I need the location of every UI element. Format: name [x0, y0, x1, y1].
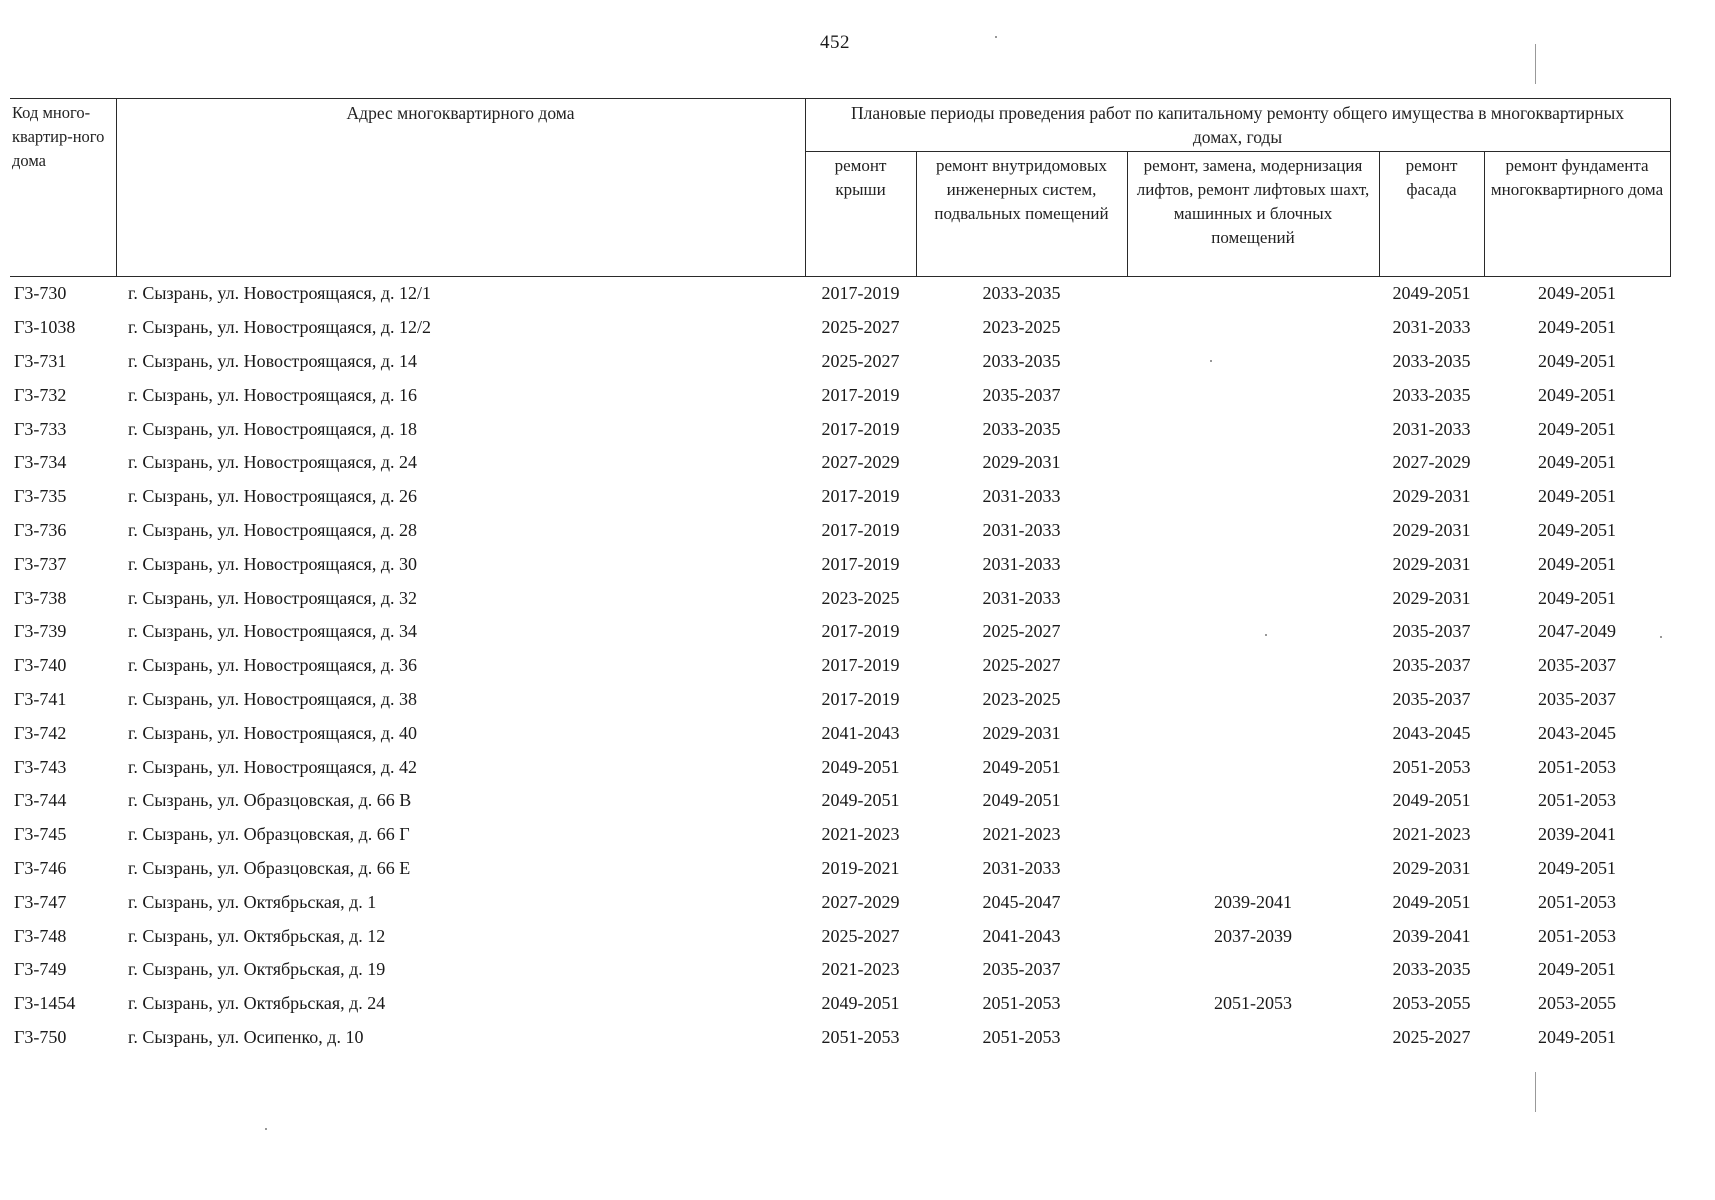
- cell-address: г. Сызрань, ул. Новостроящаяся, д. 34: [128, 621, 417, 642]
- cell-roof: 2027-2029: [821, 891, 900, 912]
- table-row: [10, 446, 1670, 480]
- cell-engineering: 2023-2025: [982, 317, 1061, 338]
- cell-lifts: [1127, 581, 1379, 615]
- cell-code: Г3-747: [14, 891, 67, 912]
- cell-code: Г3-735: [14, 486, 67, 507]
- cell-lifts: [1127, 277, 1379, 311]
- cell-code: Г3-748: [14, 925, 67, 946]
- table-row: [10, 581, 1670, 615]
- cell-roof: 2017-2019: [821, 655, 900, 676]
- cell-foundation: 2039-2041: [1538, 824, 1616, 845]
- table-row: [10, 716, 1670, 750]
- cell-foundation: 2051-2053: [1538, 756, 1616, 777]
- cell-code: Г3-1038: [14, 317, 76, 338]
- table-row: [10, 345, 1670, 379]
- cell-roof: 2041-2043: [821, 722, 900, 743]
- cell-code: Г3-742: [14, 722, 67, 743]
- cell-engineering: 2029-2031: [982, 722, 1061, 743]
- scan-speck: [995, 36, 997, 38]
- cell-roof: 2025-2027: [821, 317, 900, 338]
- cell-facade: 2033-2035: [1392, 350, 1471, 371]
- cell-facade: 2049-2051: [1392, 790, 1471, 811]
- cell-facade: 2049-2051: [1392, 891, 1471, 912]
- cell-roof: 2025-2027: [821, 925, 900, 946]
- table-row: [10, 615, 1670, 649]
- scan-speck: [1660, 636, 1662, 638]
- scan-speck: [1265, 634, 1267, 636]
- header-foundation: ремонт фундамента многоквартирного дома: [1484, 152, 1670, 277]
- cell-foundation: 2047-2049: [1538, 621, 1616, 642]
- cell-facade: 2043-2045: [1392, 722, 1471, 743]
- cell-engineering: 2031-2033: [982, 486, 1061, 507]
- cell-foundation: 2051-2053: [1538, 790, 1616, 811]
- cell-address: г. Сызрань, ул. Новостроящаяся, д. 18: [128, 418, 417, 439]
- header-engineering: ремонт внутридомовых инженерных систем, подвальных помещений: [916, 152, 1127, 277]
- cell-foundation: 2049-2051: [1538, 486, 1616, 507]
- cell-roof: 2017-2019: [821, 553, 900, 574]
- cell-code: Г3-746: [14, 857, 67, 878]
- cell-facade: 2035-2037: [1392, 688, 1471, 709]
- cell-facade: 2033-2035: [1392, 959, 1471, 980]
- cell-foundation: 2049-2051: [1538, 452, 1616, 473]
- cell-foundation: 2049-2051: [1538, 959, 1616, 980]
- cell-roof: 2049-2051: [821, 790, 900, 811]
- table-row: [10, 649, 1670, 683]
- cell-roof: 2023-2025: [821, 587, 900, 608]
- cell-foundation: 2049-2051: [1538, 587, 1616, 608]
- cell-engineering: 2033-2035: [982, 350, 1061, 371]
- cell-roof: 2051-2053: [821, 1026, 900, 1047]
- cell-engineering: 2033-2035: [982, 418, 1061, 439]
- cell-address: г. Сызрань, ул. Осипенко, д. 10: [128, 1026, 364, 1047]
- cell-foundation: 2049-2051: [1538, 553, 1616, 574]
- cell-lifts: [1127, 378, 1379, 412]
- cell-lifts: [1127, 547, 1379, 581]
- cell-address: г. Сызрань, ул. Октябрьская, д. 24: [128, 993, 386, 1014]
- header-code: Код много-квартир-ного дома: [10, 99, 116, 277]
- table-row: [10, 412, 1670, 446]
- cell-address: г. Сызрань, ул. Образцовская, д. 66 Г: [128, 824, 410, 845]
- cell-code: Г3-730: [14, 283, 67, 304]
- cell-facade: 2035-2037: [1392, 655, 1471, 676]
- cell-foundation: 2043-2045: [1538, 722, 1616, 743]
- cell-foundation: 2049-2051: [1538, 283, 1616, 304]
- cell-roof: 2049-2051: [821, 756, 900, 777]
- cell-lifts: [1127, 615, 1379, 649]
- table-row: [10, 683, 1670, 717]
- page-number: 452: [820, 32, 850, 53]
- cell-facade: 2053-2055: [1392, 993, 1471, 1014]
- scan-speck: [1210, 360, 1212, 362]
- header-roof: ремонт крыши: [805, 152, 916, 277]
- cell-facade: 2029-2031: [1392, 519, 1471, 540]
- table-row: [10, 852, 1670, 886]
- cell-roof: 2019-2021: [821, 857, 900, 878]
- repair-schedule-table: [10, 98, 1671, 1054]
- cell-address: г. Сызрань, ул. Новостроящаяся, д. 32: [128, 587, 417, 608]
- cell-code: Г3-732: [14, 384, 67, 405]
- table-row: [10, 750, 1670, 784]
- cell-engineering: 2045-2047: [982, 891, 1061, 912]
- cell-code: Г3-737: [14, 553, 67, 574]
- table-row: [10, 277, 1670, 311]
- cell-foundation: 2049-2051: [1538, 350, 1616, 371]
- cell-lifts: [1127, 1021, 1379, 1055]
- table-row: [10, 480, 1670, 514]
- cell-address: г. Сызрань, ул. Новостроящаяся, д. 38: [128, 688, 417, 709]
- cell-address: г. Сызрань, ул. Новостроящаяся, д. 42: [128, 756, 417, 777]
- header-lifts: ремонт, замена, модернизация лифтов, ремонт лифтовых шахт, машинных и блочных помещений: [1127, 152, 1379, 277]
- cell-facade: 2029-2031: [1392, 553, 1471, 574]
- cell-code: Г3-738: [14, 587, 67, 608]
- table-row: [10, 987, 1670, 1021]
- table-row: [10, 514, 1670, 548]
- cell-lifts: [1127, 412, 1379, 446]
- cell-code: Г3-736: [14, 519, 67, 540]
- cell-facade: 2051-2053: [1392, 756, 1471, 777]
- cell-engineering: 2031-2033: [982, 587, 1061, 608]
- cell-address: г. Сызрань, ул. Октябрьская, д. 1: [128, 891, 377, 912]
- cell-lifts: 2051-2053: [1214, 993, 1292, 1014]
- cell-engineering: 2031-2033: [982, 553, 1061, 574]
- cell-lifts: 2037-2039: [1214, 925, 1292, 946]
- cell-code: Г3-750: [14, 1026, 67, 1047]
- cell-facade: 2033-2035: [1392, 384, 1471, 405]
- cell-address: г. Сызрань, ул. Октябрьская, д. 19: [128, 959, 386, 980]
- cell-foundation: 2049-2051: [1538, 1026, 1616, 1047]
- cell-roof: 2017-2019: [821, 486, 900, 507]
- cell-facade: 2031-2033: [1392, 317, 1471, 338]
- cell-address: г. Сызрань, ул. Новостроящаяся, д. 24: [128, 452, 417, 473]
- cell-address: г. Сызрань, ул. Новостроящаяся, д. 30: [128, 553, 417, 574]
- cell-roof: 2027-2029: [821, 452, 900, 473]
- cell-address: г. Сызрань, ул. Новостроящаяся, д. 12/2: [128, 317, 431, 338]
- cell-code: Г3-745: [14, 824, 67, 845]
- table-row: [10, 919, 1670, 953]
- cell-roof: 2021-2023: [821, 824, 900, 845]
- cell-engineering: 2021-2023: [982, 824, 1061, 845]
- cell-lifts: 2039-2041: [1214, 891, 1292, 912]
- cell-foundation: 2053-2055: [1538, 993, 1616, 1014]
- cell-code: Г3-1454: [14, 993, 76, 1014]
- cell-foundation: 2049-2051: [1538, 519, 1616, 540]
- cell-engineering: 2033-2035: [982, 283, 1061, 304]
- cell-facade: 2049-2051: [1392, 283, 1471, 304]
- cell-address: г. Сызрань, ул. Новостроящаяся, д. 12/1: [128, 283, 431, 304]
- cell-engineering: 2035-2037: [982, 384, 1061, 405]
- cell-foundation: 2035-2037: [1538, 688, 1616, 709]
- cell-address: г. Сызрань, ул. Октябрьская, д. 12: [128, 925, 386, 946]
- cell-engineering: 2031-2033: [982, 519, 1061, 540]
- table-row: [10, 885, 1670, 919]
- cell-lifts: [1127, 683, 1379, 717]
- cell-roof: 2017-2019: [821, 283, 900, 304]
- cell-address: г. Сызрань, ул. Новостроящаяся, д. 40: [128, 722, 417, 743]
- cell-address: г. Сызрань, ул. Новостроящаяся, д. 14: [128, 350, 417, 371]
- cell-facade: 2025-2027: [1392, 1026, 1471, 1047]
- table-row: [10, 953, 1670, 987]
- repair-schedule-table-container: [10, 98, 1670, 1054]
- table-row: [10, 378, 1670, 412]
- cell-code: Г3-744: [14, 790, 67, 811]
- cell-foundation: 2049-2051: [1538, 317, 1616, 338]
- cell-lifts: [1127, 514, 1379, 548]
- table-row: [10, 1021, 1670, 1055]
- cell-facade: 2027-2029: [1392, 452, 1471, 473]
- scan-edge-mark: [1535, 44, 1536, 84]
- cell-facade: 2021-2023: [1392, 824, 1471, 845]
- scan-edge-mark: [1535, 1072, 1536, 1112]
- header-facade: ремонт фасада: [1379, 152, 1484, 277]
- cell-lifts: [1127, 311, 1379, 345]
- header-planned-periods: Плановые периоды проведения работ по капитальному ремонту общего имущества в многоквартирных домах, годы: [805, 99, 1670, 152]
- cell-engineering: 2025-2027: [982, 621, 1061, 642]
- cell-code: Г3-749: [14, 959, 67, 980]
- cell-address: г. Сызрань, ул. Новостроящаяся, д. 26: [128, 486, 417, 507]
- cell-facade: 2029-2031: [1392, 486, 1471, 507]
- cell-code: Г3-741: [14, 688, 67, 709]
- cell-roof: 2017-2019: [821, 418, 900, 439]
- cell-facade: 2035-2037: [1392, 621, 1471, 642]
- cell-engineering: 2051-2053: [982, 993, 1061, 1014]
- cell-engineering: 2025-2027: [982, 655, 1061, 676]
- cell-lifts: [1127, 345, 1379, 379]
- cell-foundation: 2049-2051: [1538, 418, 1616, 439]
- table-row: [10, 311, 1670, 345]
- cell-engineering: 2035-2037: [982, 959, 1061, 980]
- cell-code: Г3-734: [14, 452, 67, 473]
- cell-address: г. Сызрань, ул. Образцовская, д. 66 В: [128, 790, 412, 811]
- cell-foundation: 2049-2051: [1538, 384, 1616, 405]
- cell-engineering: 2041-2043: [982, 925, 1061, 946]
- cell-roof: 2017-2019: [821, 519, 900, 540]
- cell-facade: 2031-2033: [1392, 418, 1471, 439]
- cell-facade: 2029-2031: [1392, 857, 1471, 878]
- cell-facade: 2039-2041: [1392, 925, 1471, 946]
- cell-roof: 2017-2019: [821, 688, 900, 709]
- cell-address: г. Сызрань, ул. Новостроящаяся, д. 36: [128, 655, 417, 676]
- cell-lifts: [1127, 953, 1379, 987]
- cell-lifts: [1127, 649, 1379, 683]
- cell-engineering: 2049-2051: [982, 756, 1061, 777]
- table-body: [10, 277, 1670, 1055]
- cell-engineering: 2029-2031: [982, 452, 1061, 473]
- cell-address: г. Сызрань, ул. Новостроящаяся, д. 28: [128, 519, 417, 540]
- cell-facade: 2029-2031: [1392, 587, 1471, 608]
- cell-roof: 2017-2019: [821, 384, 900, 405]
- cell-lifts: [1127, 750, 1379, 784]
- cell-code: Г3-739: [14, 621, 67, 642]
- cell-lifts: [1127, 716, 1379, 750]
- cell-code: Г3-731: [14, 350, 67, 371]
- cell-code: Г3-733: [14, 418, 67, 439]
- cell-roof: 2049-2051: [821, 993, 900, 1014]
- cell-address: г. Сызрань, ул. Новостроящаяся, д. 16: [128, 384, 417, 405]
- cell-lifts: [1127, 818, 1379, 852]
- cell-code: Г3-740: [14, 655, 67, 676]
- cell-roof: 2017-2019: [821, 621, 900, 642]
- cell-address: г. Сызрань, ул. Образцовская, д. 66 Е: [128, 857, 411, 878]
- cell-lifts: [1127, 446, 1379, 480]
- cell-foundation: 2049-2051: [1538, 857, 1616, 878]
- cell-engineering: 2023-2025: [982, 688, 1061, 709]
- table-row: [10, 784, 1670, 818]
- cell-foundation: 2035-2037: [1538, 655, 1616, 676]
- cell-foundation: 2051-2053: [1538, 891, 1616, 912]
- cell-engineering: 2031-2033: [982, 857, 1061, 878]
- cell-foundation: 2051-2053: [1538, 925, 1616, 946]
- cell-engineering: 2051-2053: [982, 1026, 1061, 1047]
- cell-lifts: [1127, 784, 1379, 818]
- cell-engineering: 2049-2051: [982, 790, 1061, 811]
- cell-code: Г3-743: [14, 756, 67, 777]
- cell-lifts: [1127, 480, 1379, 514]
- scan-speck: [265, 1128, 267, 1130]
- cell-roof: 2025-2027: [821, 350, 900, 371]
- cell-roof: 2021-2023: [821, 959, 900, 980]
- cell-lifts: [1127, 852, 1379, 886]
- table-row: [10, 818, 1670, 852]
- header-address: Адрес многоквартирного дома: [116, 99, 805, 277]
- table-header: [10, 99, 1670, 277]
- table-row: [10, 547, 1670, 581]
